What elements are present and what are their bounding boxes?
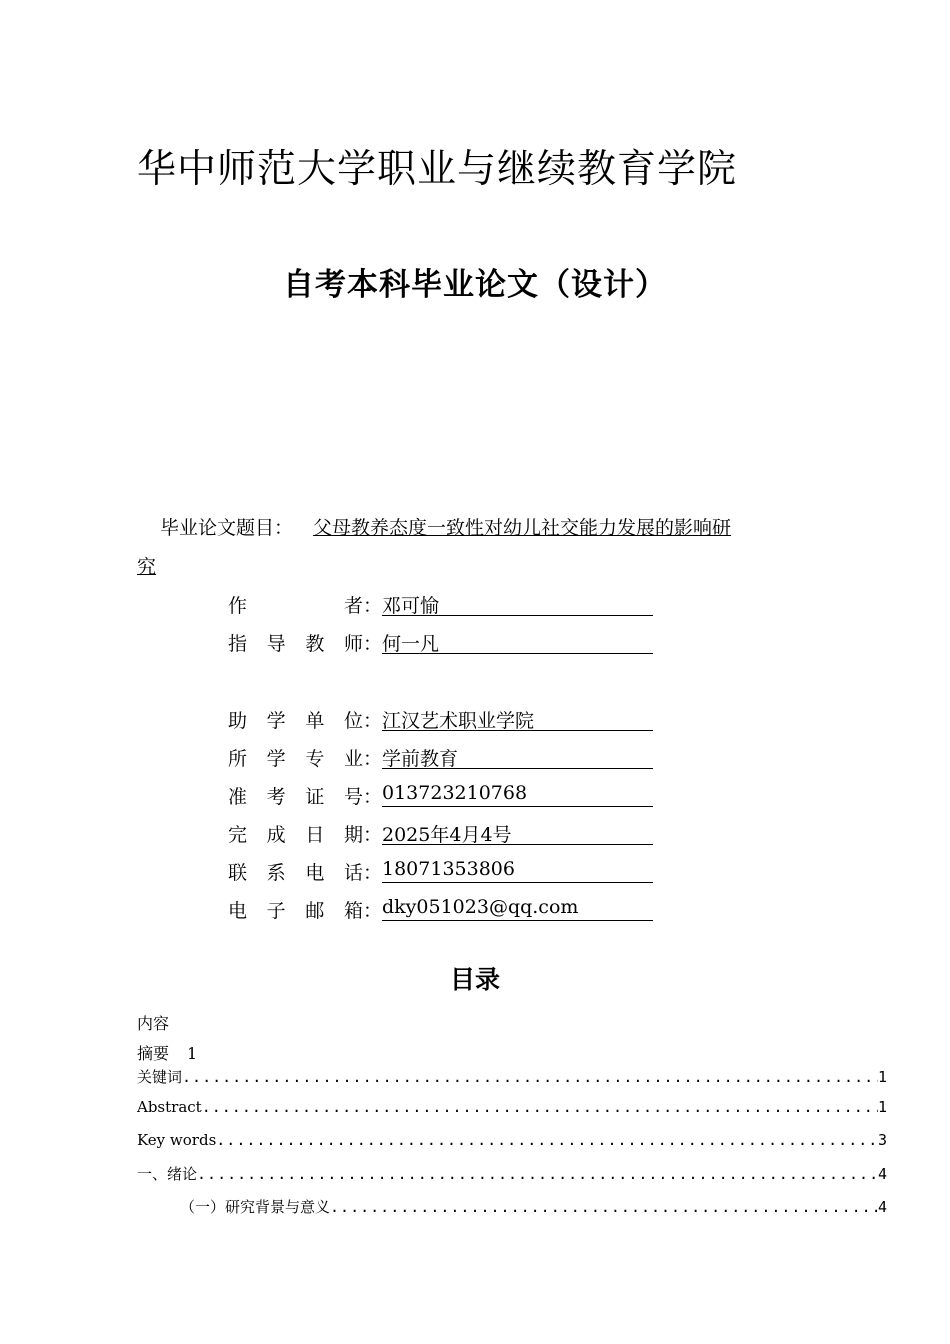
toc-leader-dots	[182, 1068, 878, 1086]
toc-abstract-page: 1	[187, 1044, 198, 1063]
toc-entry-background[interactable]	[180, 1196, 887, 1218]
author-value: 邓可愉	[382, 591, 653, 616]
toc-subtitle: 内容	[137, 1014, 170, 1033]
topic-label: 毕业论文题目：	[160, 517, 294, 539]
toc-entry-key-words[interactable]	[137, 1131, 887, 1153]
exam-id-value: 013723210768	[382, 782, 653, 807]
institution-label: 助 学 单 位：	[228, 710, 382, 732]
email-value: dky051023@qq.com	[382, 896, 653, 921]
toc-entry-page: 1	[877, 1098, 887, 1116]
toc-entry-introduction[interactable]	[137, 1163, 887, 1185]
toc-title: 目录	[449, 965, 500, 994]
toc-entry-abstract[interactable]	[137, 1098, 887, 1120]
toc-entry-page: 4	[877, 1165, 887, 1183]
toc-entry-text: Abstract	[137, 1098, 202, 1116]
university-title: 华中师范大学职业与继续教育学院	[137, 147, 738, 192]
thesis-subtitle: 自考本科毕业论文（设计）	[283, 267, 667, 303]
toc-entry-text: 一、绪论	[137, 1165, 198, 1183]
toc-entry-text: （一）研究背景与意义	[180, 1198, 331, 1216]
toc-leader-dots	[197, 1165, 878, 1183]
major-value: 学前教育	[382, 744, 653, 769]
topic-title-continued: 究	[137, 556, 157, 578]
advisor-label: 指 导 教 师：	[228, 633, 382, 655]
toc-entry-text: 关键词	[137, 1068, 183, 1086]
toc-leader-dots	[216, 1131, 878, 1149]
completion-date-value: 2025年4月4号	[382, 820, 653, 845]
toc-entry-page: 1	[877, 1068, 887, 1086]
exam-id-label: 准 考 证 号：	[228, 786, 382, 808]
toc-leader-dots	[202, 1098, 878, 1116]
toc-entry-text: Key words	[137, 1131, 217, 1149]
phone-value: 18071353806	[382, 858, 653, 883]
toc-leader-dots	[330, 1198, 878, 1216]
toc-abstract-entry[interactable]	[137, 1041, 197, 1064]
toc-entry-keywords[interactable]	[137, 1066, 887, 1088]
major-label: 所 学 专 业：	[228, 748, 382, 770]
advisor-value: 何一凡	[382, 629, 653, 654]
toc-entry-page: 3	[877, 1131, 887, 1149]
email-label: 电 子 邮 箱：	[228, 900, 382, 922]
completion-date-label: 完 成 日 期：	[228, 824, 382, 846]
phone-label: 联 系 电 话：	[228, 862, 382, 884]
topic-title: 父母教养态度一致性对幼儿社交能力发展的影响研	[313, 517, 732, 539]
institution-value: 江汉艺术职业学院	[382, 706, 653, 731]
author-label: 作 者：	[228, 595, 382, 617]
toc-abstract-label: 摘要	[137, 1044, 170, 1063]
toc-entry-page: 4	[877, 1198, 887, 1216]
